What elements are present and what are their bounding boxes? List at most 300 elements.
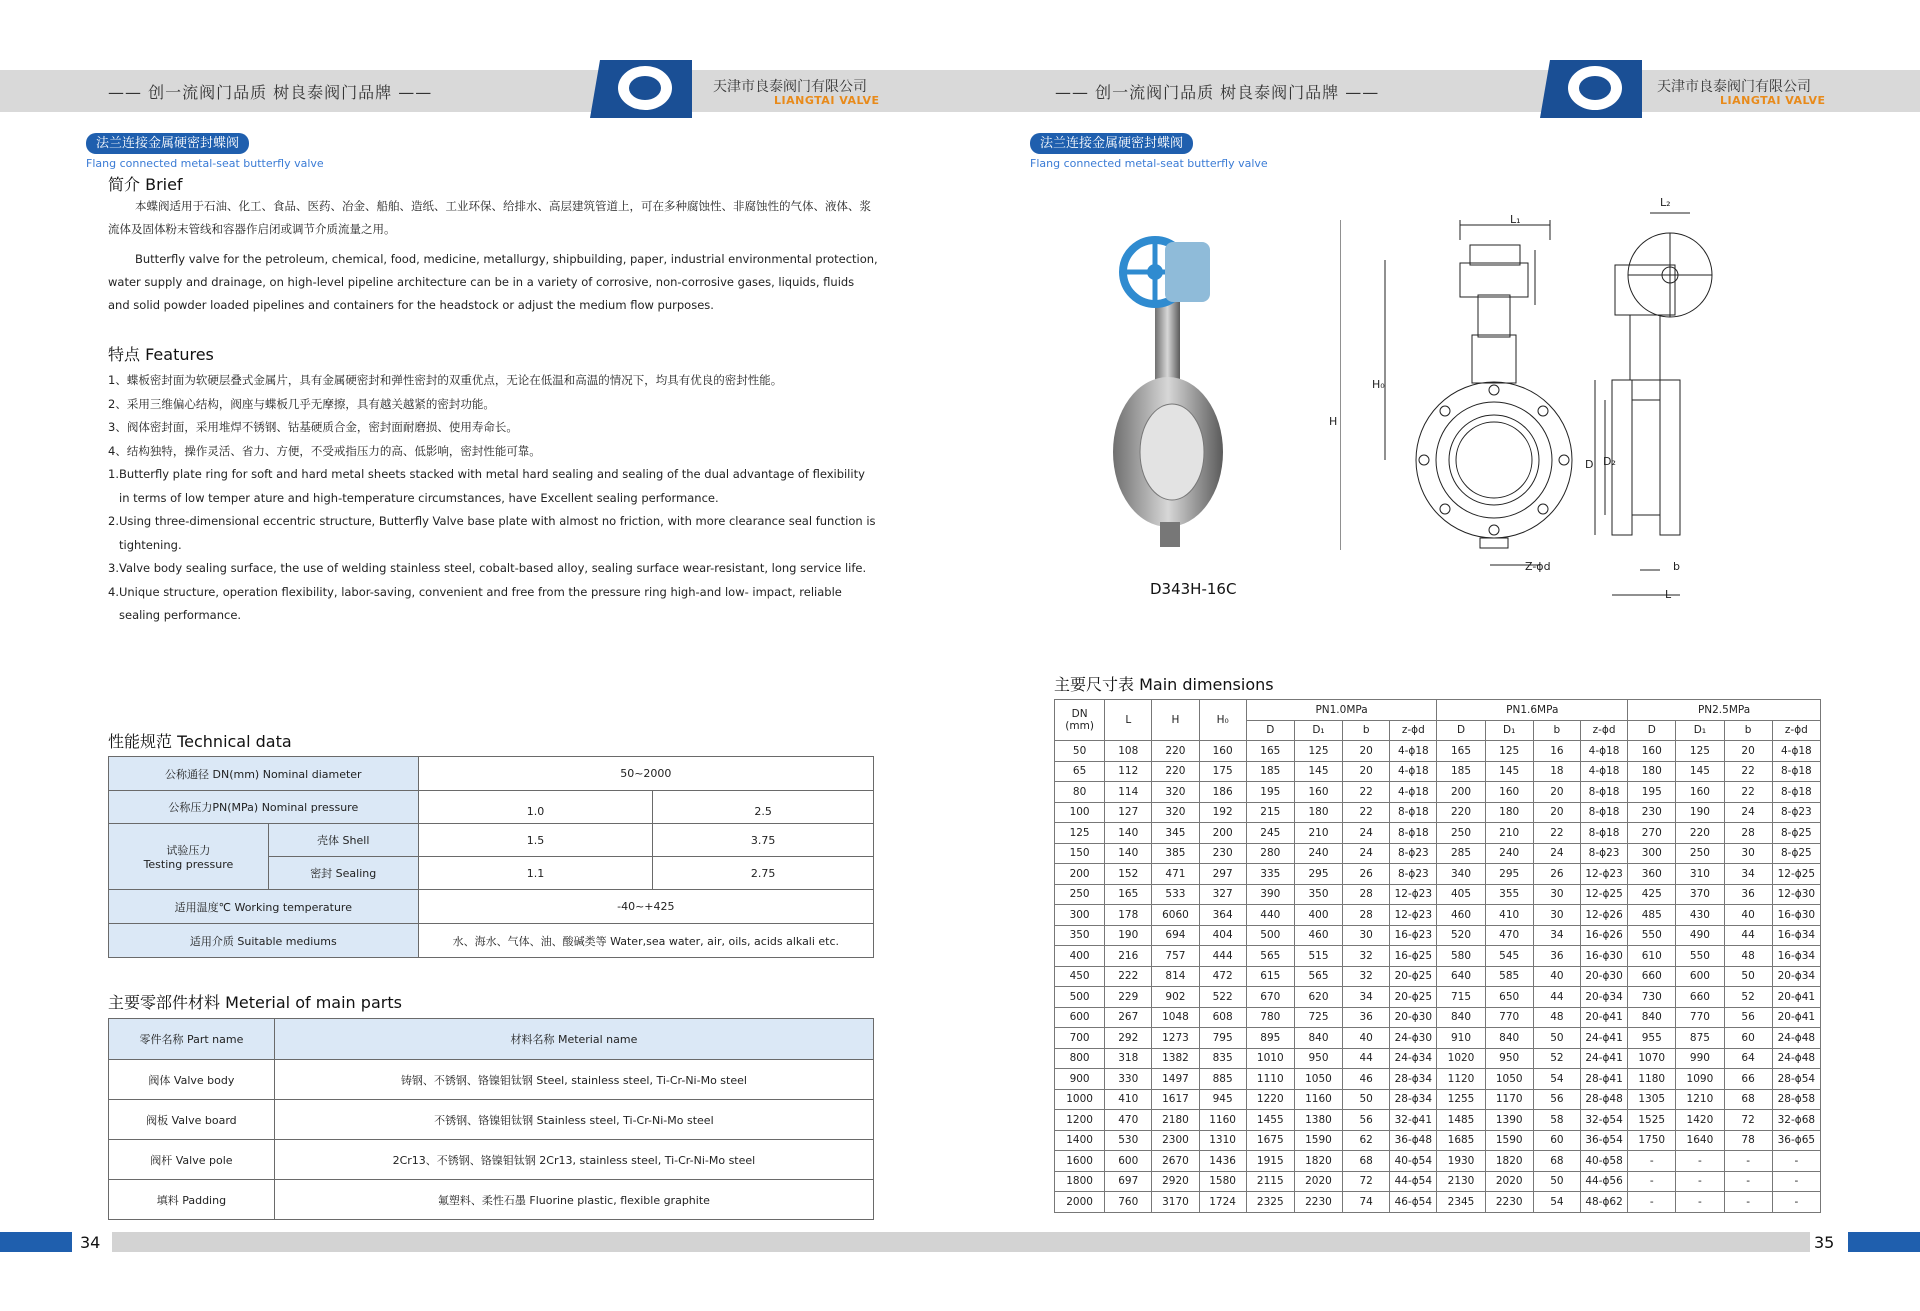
col-D: D bbox=[1437, 720, 1485, 741]
table-cell: 165 bbox=[1105, 884, 1152, 905]
table-cell: 267 bbox=[1105, 1007, 1152, 1028]
table-cell: 814 bbox=[1152, 966, 1199, 987]
label-H: H bbox=[1329, 415, 1338, 428]
table-cell: 22 bbox=[1724, 761, 1772, 782]
material-name: 2Cr13、不锈钢、铬镍钼钛钢 2Cr13, stainless steel, Ti-Cr-Ni-Mo steel bbox=[274, 1140, 873, 1180]
table-cell: 12-ϕ30 bbox=[1772, 884, 1820, 905]
table-cell: 30 bbox=[1533, 884, 1580, 905]
table-cell: 460 bbox=[1437, 905, 1485, 926]
table-cell: 404 bbox=[1199, 925, 1246, 946]
table-cell: 600 bbox=[1676, 966, 1724, 987]
nominal-pressure-2: 2.5 bbox=[653, 791, 874, 824]
table-row bbox=[1055, 823, 1821, 844]
table-cell: 250 bbox=[1437, 823, 1485, 844]
table-cell: 440 bbox=[1246, 905, 1294, 926]
table-row bbox=[1055, 925, 1821, 946]
table-cell: 152 bbox=[1105, 864, 1152, 885]
table-cell: 125 bbox=[1055, 823, 1105, 844]
table-cell: 44 bbox=[1724, 925, 1772, 946]
table-cell: 1580 bbox=[1199, 1171, 1246, 1192]
table-row bbox=[1055, 802, 1821, 823]
table-cell: 330 bbox=[1105, 1069, 1152, 1090]
col-b: b bbox=[1724, 720, 1772, 741]
table-cell: 200 bbox=[1437, 782, 1485, 803]
brief-heading: 简介 Brief bbox=[108, 175, 183, 194]
table-cell: 1000 bbox=[1055, 1089, 1105, 1110]
col-H: H bbox=[1152, 700, 1199, 741]
table-cell: - bbox=[1676, 1151, 1724, 1172]
table-cell: 327 bbox=[1199, 884, 1246, 905]
table-cell: 36-ϕ48 bbox=[1390, 1130, 1437, 1151]
col-material-name: 材料名称 Meterial name bbox=[274, 1019, 873, 1060]
table-cell: 20-ϕ25 bbox=[1390, 966, 1437, 987]
table-cell: 30 bbox=[1533, 905, 1580, 926]
table-cell: 950 bbox=[1294, 1048, 1342, 1069]
table-cell: 24-ϕ41 bbox=[1580, 1048, 1627, 1069]
table-cell: 160 bbox=[1485, 782, 1533, 803]
group-pn2-5: PN2.5MPa bbox=[1628, 700, 1821, 721]
table-cell: 620 bbox=[1294, 987, 1342, 1008]
table-cell: 16-ϕ25 bbox=[1390, 946, 1437, 967]
table-cell: 108 bbox=[1105, 741, 1152, 762]
footer-accent bbox=[0, 1232, 72, 1252]
table-cell: 8-ϕ18 bbox=[1772, 782, 1820, 803]
table-cell: 900 bbox=[1055, 1069, 1105, 1090]
table-cell: 360 bbox=[1628, 864, 1676, 885]
table-cell: 40-ϕ58 bbox=[1580, 1151, 1627, 1172]
table-cell: 4-ϕ18 bbox=[1390, 741, 1437, 762]
table-cell: 1600 bbox=[1055, 1151, 1105, 1172]
table-cell: - bbox=[1628, 1151, 1676, 1172]
table-cell: 3170 bbox=[1152, 1192, 1199, 1213]
table-cell: 28-ϕ34 bbox=[1390, 1069, 1437, 1090]
table-cell: 1420 bbox=[1676, 1110, 1724, 1131]
table-cell: 471 bbox=[1152, 864, 1199, 885]
table-cell: 320 bbox=[1152, 782, 1199, 803]
table-row bbox=[1055, 1192, 1821, 1213]
table-cell: 20 bbox=[1533, 782, 1580, 803]
page-number-left: 34 bbox=[80, 1233, 101, 1252]
table-cell: 1390 bbox=[1485, 1110, 1533, 1131]
table-cell: 2325 bbox=[1246, 1192, 1294, 1213]
table-cell: 125 bbox=[1485, 741, 1533, 762]
table-cell: 840 bbox=[1294, 1028, 1342, 1049]
table-cell: - bbox=[1676, 1171, 1724, 1192]
table-cell: 190 bbox=[1676, 802, 1724, 823]
part-name: 填料 Padding bbox=[109, 1180, 275, 1220]
table-cell: 1820 bbox=[1294, 1151, 1342, 1172]
table-cell: 28 bbox=[1724, 823, 1772, 844]
table-cell: 20-ϕ41 bbox=[1772, 987, 1820, 1008]
col-b: b bbox=[1343, 720, 1390, 741]
table-cell: 410 bbox=[1105, 1089, 1152, 1110]
table-cell: 4-ϕ18 bbox=[1580, 761, 1627, 782]
table-cell: 4-ϕ18 bbox=[1580, 741, 1627, 762]
table-cell: 24-ϕ48 bbox=[1772, 1028, 1820, 1049]
table-cell: 114 bbox=[1105, 782, 1152, 803]
features-list bbox=[108, 369, 878, 628]
table-cell: 405 bbox=[1437, 884, 1485, 905]
table-cell: 180 bbox=[1485, 802, 1533, 823]
label-L2: L₂ bbox=[1660, 196, 1671, 209]
features-heading: 特点 Features bbox=[108, 345, 214, 364]
table-cell: 1930 bbox=[1437, 1151, 1485, 1172]
table-cell: 250 bbox=[1676, 843, 1724, 864]
table-cell: 885 bbox=[1199, 1069, 1246, 1090]
table-cell: 2230 bbox=[1294, 1192, 1342, 1213]
table-cell: 700 bbox=[1055, 1028, 1105, 1049]
table-cell: 36 bbox=[1724, 884, 1772, 905]
table-cell: 8-ϕ18 bbox=[1580, 782, 1627, 803]
table-cell: 24-ϕ30 bbox=[1390, 1028, 1437, 1049]
table-cell: 48 bbox=[1724, 946, 1772, 967]
table-cell: 125 bbox=[1676, 741, 1724, 762]
table-cell: 68 bbox=[1533, 1151, 1580, 1172]
table-cell: 220 bbox=[1437, 802, 1485, 823]
table-cell: 2300 bbox=[1152, 1130, 1199, 1151]
table-cell: 65 bbox=[1055, 761, 1105, 782]
table-cell: 1675 bbox=[1246, 1130, 1294, 1151]
product-title-en: Flang connected metal-seat butterfly valve bbox=[86, 157, 324, 170]
table-cell: 270 bbox=[1628, 823, 1676, 844]
table-cell: 12-ϕ26 bbox=[1580, 905, 1627, 926]
group-pn1-6: PN1.6MPa bbox=[1437, 700, 1628, 721]
col-z-phi-d: z-ϕd bbox=[1772, 720, 1820, 741]
table-cell: 165 bbox=[1437, 741, 1485, 762]
table-cell: 902 bbox=[1152, 987, 1199, 1008]
dimensions-heading: 主要尺寸表 Main dimensions bbox=[1054, 675, 1274, 694]
table-cell: 68 bbox=[1343, 1151, 1390, 1172]
table-cell: 36-ϕ54 bbox=[1580, 1130, 1627, 1151]
table-cell: 2230 bbox=[1485, 1192, 1533, 1213]
table-row bbox=[1055, 782, 1821, 803]
table-cell: 185 bbox=[1246, 761, 1294, 782]
table-cell: 28-ϕ54 bbox=[1772, 1069, 1820, 1090]
table-cell: 192 bbox=[1199, 802, 1246, 823]
table-cell: 1724 bbox=[1199, 1192, 1246, 1213]
table-cell: 52 bbox=[1533, 1048, 1580, 1069]
shell-label: 壳体 Shell bbox=[268, 824, 418, 857]
table-cell: 222 bbox=[1105, 966, 1152, 987]
table-cell: 160 bbox=[1676, 782, 1724, 803]
materials-table bbox=[108, 1018, 874, 1220]
table-cell: 190 bbox=[1105, 925, 1152, 946]
table-cell: 1170 bbox=[1485, 1089, 1533, 1110]
label-b: b bbox=[1673, 560, 1680, 573]
table-row bbox=[1055, 884, 1821, 905]
table-cell: 52 bbox=[1724, 987, 1772, 1008]
feature-item: 2.Using three-dimensional eccentric structure, Butterfly Valve base plate with almost no friction, with more clearance seal function is tightening. bbox=[108, 514, 876, 552]
table-cell: 44 bbox=[1533, 987, 1580, 1008]
model-label: D343H-16C bbox=[1150, 580, 1237, 598]
table-cell: 370 bbox=[1676, 884, 1724, 905]
table-cell: 1110 bbox=[1246, 1069, 1294, 1090]
testing-pressure-cn: 试验压力 bbox=[166, 844, 211, 857]
table-cell: 160 bbox=[1628, 741, 1676, 762]
table-cell: 670 bbox=[1246, 987, 1294, 1008]
table-cell: - bbox=[1724, 1151, 1772, 1172]
table-cell: 12-ϕ23 bbox=[1390, 884, 1437, 905]
table-cell: 4-ϕ18 bbox=[1390, 761, 1437, 782]
company-name-en: LIANGTAI VALVE bbox=[774, 94, 880, 107]
label-D: D bbox=[1585, 458, 1594, 471]
table-cell: 40 bbox=[1533, 966, 1580, 987]
table-cell: 1380 bbox=[1294, 1110, 1342, 1131]
table-cell: 220 bbox=[1152, 741, 1199, 762]
table-cell: 410 bbox=[1485, 905, 1533, 926]
table-cell: 48 bbox=[1533, 1007, 1580, 1028]
table-cell: 32-ϕ68 bbox=[1772, 1110, 1820, 1131]
col-dn-unit: (mm) bbox=[1065, 720, 1094, 732]
table-cell: 1382 bbox=[1152, 1048, 1199, 1069]
table-cell: 195 bbox=[1628, 782, 1676, 803]
table-row bbox=[1055, 966, 1821, 987]
table-cell: 600 bbox=[1105, 1151, 1152, 1172]
table-cell: 32-ϕ54 bbox=[1580, 1110, 1627, 1131]
table-cell: 112 bbox=[1105, 761, 1152, 782]
nominal-pressure-1: 1.0 bbox=[418, 791, 653, 824]
testing-pressure-en: Testing pressure bbox=[143, 858, 234, 871]
table-cell: 565 bbox=[1294, 966, 1342, 987]
table-cell: 32 bbox=[1343, 946, 1390, 967]
table-cell: 1255 bbox=[1437, 1089, 1485, 1110]
table-cell: 30 bbox=[1343, 925, 1390, 946]
table-cell: 8-ϕ18 bbox=[1580, 823, 1627, 844]
table-cell: 292 bbox=[1105, 1028, 1152, 1049]
table-cell: 990 bbox=[1676, 1048, 1724, 1069]
dimension-drawing bbox=[1340, 205, 1740, 620]
header-slogan: —— 创一流阀门品质 树良泰阀门品牌 —— bbox=[108, 83, 433, 102]
table-cell: 757 bbox=[1152, 946, 1199, 967]
table-cell: 1436 bbox=[1199, 1151, 1246, 1172]
table-cell: 216 bbox=[1105, 946, 1152, 967]
table-cell: 178 bbox=[1105, 905, 1152, 926]
label-H0: H₀ bbox=[1372, 378, 1385, 391]
table-cell: 44-ϕ56 bbox=[1580, 1171, 1627, 1192]
table-cell: 2020 bbox=[1294, 1171, 1342, 1192]
table-cell: 2000 bbox=[1055, 1192, 1105, 1213]
nominal-pressure-label: 公称压力PN(MPa) Nominal pressure bbox=[109, 791, 419, 824]
table-cell: 364 bbox=[1199, 905, 1246, 926]
table-cell: 20-ϕ34 bbox=[1580, 987, 1627, 1008]
table-cell: 660 bbox=[1628, 966, 1676, 987]
table-cell: 36 bbox=[1533, 946, 1580, 967]
table-row bbox=[1055, 905, 1821, 926]
table-cell: 16 bbox=[1533, 741, 1580, 762]
testing-pressure-label bbox=[109, 824, 269, 890]
table-cell: 54 bbox=[1533, 1069, 1580, 1090]
table-cell: 20 bbox=[1343, 761, 1390, 782]
col-H0: H₀ bbox=[1199, 700, 1246, 741]
feature-item: 4、结构独特，操作灵活、省力、方便，不受戒指压力的高、低影响，密封性能可靠。 bbox=[108, 443, 541, 458]
table-cell: 310 bbox=[1676, 864, 1724, 885]
table-cell: 840 bbox=[1628, 1007, 1676, 1028]
table-cell: 530 bbox=[1105, 1130, 1152, 1151]
company-logo bbox=[600, 60, 692, 118]
table-cell: 730 bbox=[1628, 987, 1676, 1008]
table-cell: 1090 bbox=[1676, 1069, 1724, 1090]
suitable-mediums-value: 水、海水、气体、油、酸碱类等 Water,sea water, air, oils, acids alkali etc. bbox=[418, 924, 873, 958]
table-cell: 60 bbox=[1724, 1028, 1772, 1049]
material-name: 不锈钢、铬镍钼钛钢 Stainless steel, Ti-Cr-Ni-Mo steel bbox=[274, 1100, 873, 1140]
table-cell: 150 bbox=[1055, 843, 1105, 864]
table-cell: 210 bbox=[1294, 823, 1342, 844]
table-cell: 210 bbox=[1485, 823, 1533, 844]
table-cell: 895 bbox=[1246, 1028, 1294, 1049]
table-cell: 50 bbox=[1533, 1028, 1580, 1049]
table-cell: 8-ϕ18 bbox=[1580, 802, 1627, 823]
label-L1: L₁ bbox=[1510, 213, 1521, 226]
table-cell: 26 bbox=[1533, 864, 1580, 885]
valve-photo bbox=[1110, 232, 1225, 562]
table-cell: 160 bbox=[1199, 741, 1246, 762]
table-cell: 600 bbox=[1055, 1007, 1105, 1028]
table-cell: 608 bbox=[1199, 1007, 1246, 1028]
table-cell: 610 bbox=[1628, 946, 1676, 967]
table-cell: 500 bbox=[1246, 925, 1294, 946]
table-cell: 250 bbox=[1055, 884, 1105, 905]
table-cell: 2670 bbox=[1152, 1151, 1199, 1172]
table-cell: 500 bbox=[1055, 987, 1105, 1008]
table-cell: 2020 bbox=[1485, 1171, 1533, 1192]
technical-table bbox=[108, 756, 874, 958]
footer-bar bbox=[960, 1232, 1810, 1252]
table-cell: 1590 bbox=[1294, 1130, 1342, 1151]
table-cell: 72 bbox=[1724, 1110, 1772, 1131]
table-cell: 285 bbox=[1437, 843, 1485, 864]
col-D: D bbox=[1628, 720, 1676, 741]
table-row bbox=[1055, 1048, 1821, 1069]
table-cell: 28 bbox=[1343, 884, 1390, 905]
table-cell: 910 bbox=[1437, 1028, 1485, 1049]
table-cell: 1020 bbox=[1437, 1048, 1485, 1069]
table-cell: - bbox=[1628, 1171, 1676, 1192]
table-cell: 450 bbox=[1055, 966, 1105, 987]
table-cell: 160 bbox=[1294, 782, 1342, 803]
table-cell: 40 bbox=[1724, 905, 1772, 926]
table-cell: 145 bbox=[1485, 761, 1533, 782]
nominal-diameter-value: 50~2000 bbox=[418, 757, 873, 791]
right-page bbox=[960, 0, 1920, 1311]
feature-item: 1、蝶板密封面为软硬层叠式金属片，具有金属硬密封和弹性密封的双重优点，无论在低温和高温的情况下，均具有优良的密封性能。 bbox=[108, 373, 783, 387]
table-cell: 24 bbox=[1724, 802, 1772, 823]
feature-item: 3、阀体密封面，采用堆焊不锈钢、钴基硬质合金，密封面耐磨损、使用寿命长。 bbox=[108, 420, 518, 434]
table-cell: 22 bbox=[1724, 782, 1772, 803]
table-cell: 1525 bbox=[1628, 1110, 1676, 1131]
product-title-cn: 法兰连接金属硬密封蝶阀 bbox=[1030, 133, 1193, 154]
table-cell: 875 bbox=[1676, 1028, 1724, 1049]
working-temperature-label: 适用温度℃ Working temperature bbox=[109, 890, 419, 924]
table-cell: 694 bbox=[1152, 925, 1199, 946]
table-cell: 300 bbox=[1628, 843, 1676, 864]
table-cell: 40 bbox=[1343, 1028, 1390, 1049]
col-z-phi-d: z-ϕd bbox=[1580, 720, 1627, 741]
table-row bbox=[1055, 1069, 1821, 1090]
table-cell: 2920 bbox=[1152, 1171, 1199, 1192]
table-cell: 32-ϕ41 bbox=[1390, 1110, 1437, 1131]
table-cell: 18 bbox=[1533, 761, 1580, 782]
table-cell: 490 bbox=[1676, 925, 1724, 946]
table-cell: 215 bbox=[1246, 802, 1294, 823]
table-cell: 20-ϕ25 bbox=[1390, 987, 1437, 1008]
company-logo bbox=[1550, 60, 1642, 118]
table-cell: 580 bbox=[1437, 946, 1485, 967]
col-D1: D₁ bbox=[1485, 720, 1533, 741]
suitable-mediums-label: 适用介质 Suitable mediums bbox=[109, 924, 419, 958]
table-cell: 28-ϕ48 bbox=[1580, 1089, 1627, 1110]
table-cell: 20-ϕ41 bbox=[1580, 1007, 1627, 1028]
table-cell: 8-ϕ25 bbox=[1772, 823, 1820, 844]
table-cell: 74 bbox=[1343, 1192, 1390, 1213]
table-cell: 950 bbox=[1485, 1048, 1533, 1069]
material-name: 铸钢、不锈钢、铬镍钼钛钢 Steel, stainless steel, Ti-Cr-Ni-Mo steel bbox=[274, 1060, 873, 1100]
table-cell: 800 bbox=[1055, 1048, 1105, 1069]
table-cell: 56 bbox=[1533, 1089, 1580, 1110]
table-cell: 24 bbox=[1533, 843, 1580, 864]
table-cell: 20 bbox=[1533, 802, 1580, 823]
part-name: 阀体 Valve body bbox=[109, 1060, 275, 1100]
table-cell: 28-ϕ58 bbox=[1772, 1089, 1820, 1110]
company-name-cn: 天津市良泰阀门有限公司 bbox=[1657, 79, 1811, 95]
table-row bbox=[1055, 1110, 1821, 1131]
table-cell: 550 bbox=[1628, 925, 1676, 946]
table-cell: 770 bbox=[1676, 1007, 1724, 1028]
table-cell: 795 bbox=[1199, 1028, 1246, 1049]
table-cell: 58 bbox=[1533, 1110, 1580, 1131]
table-cell: 30 bbox=[1724, 843, 1772, 864]
dimensions-body bbox=[1055, 741, 1821, 1213]
table-cell: 390 bbox=[1246, 884, 1294, 905]
table-cell: 835 bbox=[1199, 1048, 1246, 1069]
table-cell: 12-ϕ25 bbox=[1580, 884, 1627, 905]
feature-item: 2、采用三维偏心结构，阀座与蝶板几乎无摩擦，具有越关越紧的密封功能。 bbox=[108, 396, 495, 411]
table-cell: 127 bbox=[1105, 802, 1152, 823]
col-L: L bbox=[1105, 700, 1152, 741]
table-cell: 650 bbox=[1485, 987, 1533, 1008]
table-cell: 12-ϕ25 bbox=[1772, 864, 1820, 885]
table-cell: 140 bbox=[1105, 843, 1152, 864]
table-cell: 1050 bbox=[1294, 1069, 1342, 1090]
table-cell: 945 bbox=[1199, 1089, 1246, 1110]
header-slogan: —— 创一流阀门品质 树良泰阀门品牌 —— bbox=[1055, 83, 1380, 102]
table-cell: 1070 bbox=[1628, 1048, 1676, 1069]
table-cell: 697 bbox=[1105, 1171, 1152, 1192]
table-cell: 725 bbox=[1294, 1007, 1342, 1028]
table-cell: 145 bbox=[1294, 761, 1342, 782]
table-cell: 22 bbox=[1343, 782, 1390, 803]
table-cell: 24 bbox=[1343, 843, 1390, 864]
table-cell: 12-ϕ23 bbox=[1580, 864, 1627, 885]
dimensions-table bbox=[1054, 699, 1821, 1213]
table-cell: 444 bbox=[1199, 946, 1246, 967]
table-cell: 1400 bbox=[1055, 1130, 1105, 1151]
table-cell: 54 bbox=[1533, 1192, 1580, 1213]
table-cell: 46 bbox=[1343, 1069, 1390, 1090]
part-name: 阀杆 Valve pole bbox=[109, 1140, 275, 1180]
table-cell: 460 bbox=[1294, 925, 1342, 946]
table-cell: 78 bbox=[1724, 1130, 1772, 1151]
product-title-en: Flang connected metal-seat butterfly valve bbox=[1030, 157, 1268, 170]
table-cell: 34 bbox=[1724, 864, 1772, 885]
col-part-name: 零件名称 Part name bbox=[109, 1019, 275, 1060]
table-cell: 16-ϕ30 bbox=[1772, 905, 1820, 926]
table-cell: 6060 bbox=[1152, 905, 1199, 926]
table-cell: 34 bbox=[1343, 987, 1390, 1008]
table-cell: 16-ϕ23 bbox=[1390, 925, 1437, 946]
table-cell: 36-ϕ65 bbox=[1772, 1130, 1820, 1151]
table-cell: 1590 bbox=[1485, 1130, 1533, 1151]
table-row bbox=[1055, 864, 1821, 885]
